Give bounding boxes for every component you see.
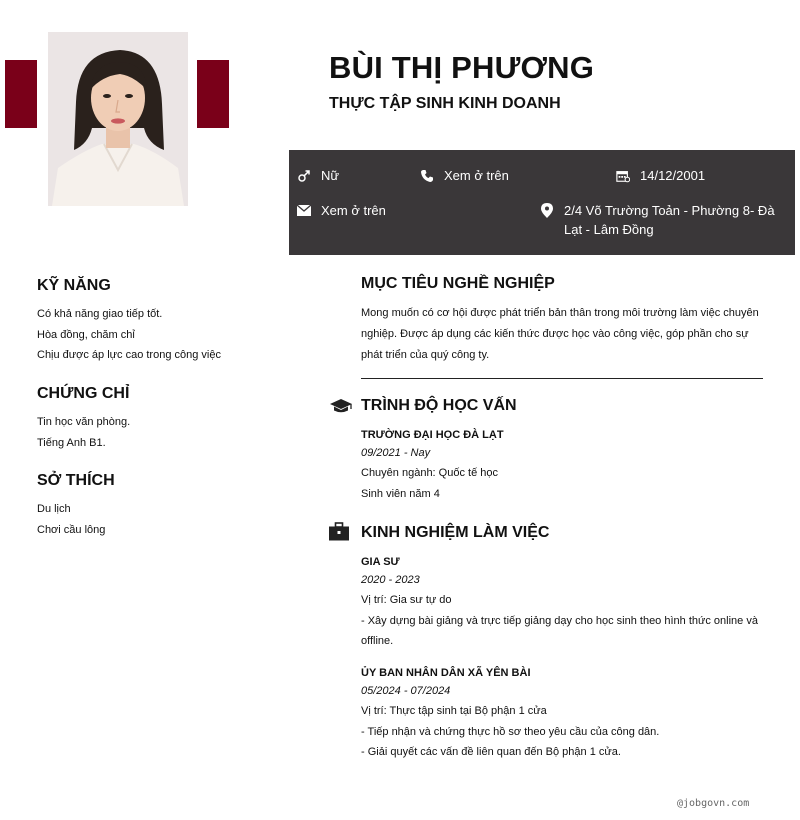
accent-bar-left — [5, 60, 37, 128]
experience-line: - Xây dựng bài giảng và trực tiếp giảng dạy cho học sinh theo hình thức online và — [361, 614, 758, 627]
briefcase-icon — [329, 522, 349, 546]
education-major: Chuyên ngành: Quốc tế học — [361, 467, 498, 479]
hobbies-title: SỞ THÍCH — [37, 472, 115, 489]
contact-address — [540, 201, 780, 239]
list-item: Chơi cầu lông — [37, 523, 106, 536]
phone-value: Xem ở trên — [444, 168, 509, 183]
experience-line: - Tiếp nhận và chứng thực hồ sơ theo yêu cầu của công dân. — [361, 725, 660, 738]
experience-line: Vị trí: Gia sư tự do — [361, 594, 452, 606]
school-name: TRƯỜNG ĐẠI HỌC ĐÀ LẠT — [361, 429, 504, 441]
list-item: Tin học văn phòng. — [37, 416, 131, 428]
email-value: Xem ở trên — [321, 203, 386, 218]
gender-value: Nữ — [321, 168, 340, 183]
list-item: Có khả năng giao tiếp tốt. — [37, 308, 163, 320]
skills-list — [37, 304, 221, 366]
certificates-list — [37, 412, 130, 453]
objective-line: nghiệp. Được áp dụng các kiến thức được học vào công việc, góp phần cho sự — [361, 328, 749, 340]
company-name: GIA SƯ — [361, 556, 400, 568]
certificates-title: CHỨNG CHỈ — [37, 385, 130, 402]
candidate-name: BÙI THỊ PHƯƠNG — [329, 50, 595, 85]
company-name: ỦY BAN NHÂN DÂN XÃ YÊN BÀI — [361, 667, 531, 679]
gender-icon — [297, 166, 311, 185]
education-entry — [361, 427, 766, 504]
watermark: @jobgovn.com — [677, 798, 750, 809]
accent-bar-right — [197, 60, 229, 128]
education-year: Sinh viên năm 4 — [361, 487, 440, 500]
objective-title: MỤC TIÊU NGHỀ NGHIỆP — [361, 275, 555, 292]
experience-title: KINH NGHIỆM LÀM VIỆC — [361, 524, 550, 541]
address-value: 2/4 Võ Trường Toản - Phường 8- Đà Lạt - Lâm Đồng — [564, 203, 775, 237]
graduation-cap-icon — [329, 398, 353, 419]
objective-text — [361, 303, 766, 366]
list-item: Hòa đồng, chăm chỉ — [37, 328, 135, 341]
contact-info-box — [289, 150, 795, 255]
objective-line: Mong muốn có cơ hội được phát triển bản thân trong môi trường làm việc chuyên — [361, 307, 759, 319]
objective-line: phát triển của quý công ty. — [361, 349, 490, 361]
job-title: THỰC TẬP SINH KINH DOANH — [329, 95, 561, 112]
contact-phone — [420, 166, 509, 185]
profile-photo — [48, 32, 188, 206]
experience-period: 2020 - 2023 — [361, 574, 420, 586]
phone-icon — [420, 166, 434, 185]
experience-period: 05/2024 - 07/2024 — [361, 685, 451, 697]
contact-gender — [297, 166, 339, 185]
skills-title: KỸ NĂNG — [37, 277, 111, 294]
dob-value: 14/12/2001 — [640, 168, 706, 183]
experience-line: - Giải quyết các vấn đề liên quan đến Bộ phận 1 cửa. — [361, 746, 621, 758]
contact-email — [297, 201, 386, 220]
experience-entry — [361, 554, 766, 652]
location-pin-icon — [540, 201, 554, 220]
mail-icon — [297, 201, 311, 220]
list-item: Du lịch — [37, 503, 71, 515]
hobbies-list — [37, 499, 105, 540]
contact-dob — [616, 166, 705, 185]
experience-line: Vị trí: Thực tập sinh tại Bộ phận 1 cửa — [361, 705, 547, 717]
list-item: Chịu được áp lực cao trong công việc — [37, 349, 221, 361]
experience-line: offline. — [361, 635, 394, 647]
education-period: 09/2021 - Nay — [361, 447, 431, 459]
education-title: TRÌNH ĐỘ HỌC VẤN — [361, 397, 517, 414]
experience-entry — [361, 665, 766, 763]
section-divider — [361, 378, 763, 379]
list-item: Tiếng Anh B1. — [37, 436, 106, 449]
calendar-icon — [616, 166, 630, 185]
